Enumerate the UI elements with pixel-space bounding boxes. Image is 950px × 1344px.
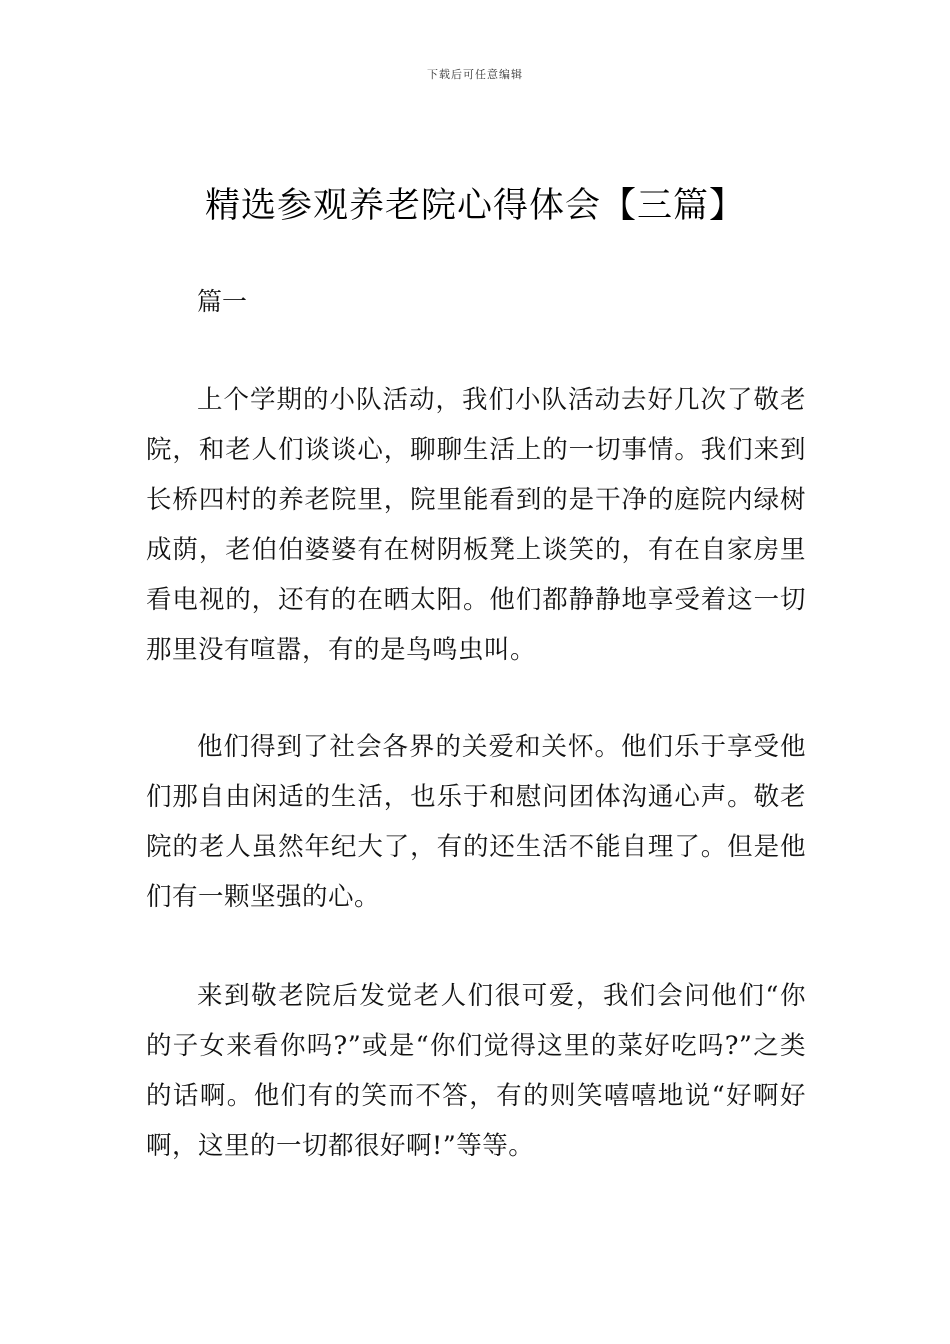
paragraph: 上个学期的小队活动，我们小队活动去好几次了敬老院，和老人们谈谈心，聊聊生活上的一切事情。我们来到长桥四村的养老院里，院里能看到的是干净的庭院内绿树成荫，老伯伯婆婆有在树阴板凳上谈笑的，有在自家房里看电视的，还有的在晒太阳。他们都静静地享受着这一切那里没有喧嚣，有的是鸟鸣虫叫。 — [146, 385, 806, 665]
header-note: 下载后可任意编辑 — [427, 68, 523, 81]
section-heading: 篇一 — [197, 287, 248, 316]
paragraph: 来到敬老院后发觉老人们很可爱，我们会问他们“你的子女来看你吗?”或是“你们觉得这里的菜好吃吗?”之类的话啊。他们有的笑而不答，有的则笑嘻嘻地说“好啊好啊，这里的一切都很好啊!”等等。 — [146, 981, 806, 1161]
document-title: 精选参观养老院心得体会【三篇】 — [204, 186, 745, 226]
paragraph: 他们得到了社会各界的关爱和关怀。他们乐于享受他们那自由闲适的生活，也乐于和慰问团体沟通心声。敬老院的老人虽然年纪大了，有的还生活不能自理了。但是他们有一颗坚强的心。 — [146, 732, 806, 912]
